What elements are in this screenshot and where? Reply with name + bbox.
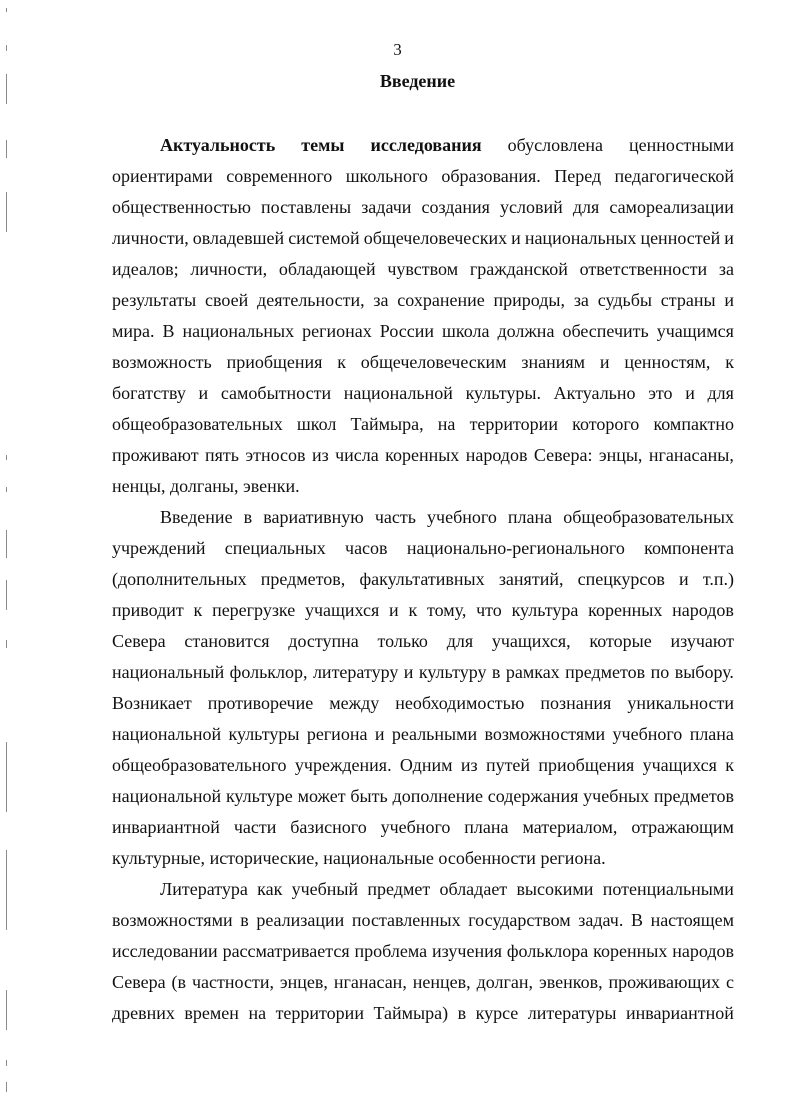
word: ненцев, [412, 972, 471, 992]
text-line [112, 781, 734, 812]
word: вариативную [263, 507, 364, 527]
word: обеспечить [562, 321, 649, 341]
word: и [389, 600, 399, 620]
word: курсе [475, 1003, 519, 1023]
word: изучают [670, 631, 734, 651]
word: нганасаны, [648, 445, 734, 465]
word: общеобразовательного [112, 755, 287, 775]
word: поставленных [351, 910, 461, 930]
word: спецкурсов [577, 569, 665, 589]
text-line [112, 471, 734, 502]
text-line [112, 254, 734, 285]
word: проблема [354, 941, 428, 961]
word: для [446, 631, 474, 651]
word: овладевшей [192, 228, 285, 248]
word: за [718, 259, 734, 279]
word: и [679, 569, 689, 589]
word: мира. [112, 321, 155, 341]
text-line [112, 130, 734, 161]
bold-word: темы [301, 135, 345, 155]
word: эвенки. [243, 476, 300, 496]
word: учреждения. [294, 755, 392, 775]
word: природы, [493, 290, 566, 310]
word: литературу [312, 662, 399, 682]
text-line [112, 502, 734, 533]
word: культуре [225, 786, 293, 806]
word: по [650, 662, 670, 682]
word: Севера [112, 972, 166, 992]
word: ценностными [629, 135, 734, 155]
word: России [379, 321, 435, 341]
word: культуры. [465, 383, 541, 403]
word: и [724, 290, 734, 310]
word: частности, [192, 972, 274, 992]
word: задач. [578, 910, 624, 930]
word: древних [112, 1003, 175, 1023]
word: учащихся [304, 600, 380, 620]
word: фольклор, [229, 662, 308, 682]
word: культурные, [112, 848, 210, 868]
word: и [198, 383, 209, 403]
word: предметов, [260, 569, 346, 589]
word: педагогической [614, 166, 734, 186]
text-line [112, 409, 734, 440]
word: проживающих [608, 972, 720, 992]
text-line [112, 688, 734, 719]
word: учреждений [112, 538, 206, 558]
text-line [112, 719, 734, 750]
body-text [112, 130, 734, 1029]
word: народов [672, 941, 734, 961]
word: к [725, 755, 734, 775]
word: ориентирами [112, 166, 213, 186]
word: региона [306, 724, 368, 744]
word: учащимся [656, 321, 734, 341]
word: плана [689, 724, 734, 744]
word: культура [511, 600, 579, 620]
word: особенности [438, 848, 541, 868]
text-line [112, 533, 734, 564]
scan-edge-marks [3, 0, 17, 1096]
word: и [403, 662, 414, 682]
word: путей [485, 755, 531, 775]
word: учащихся [642, 755, 717, 775]
word: ненцы, [112, 476, 170, 496]
word: (дополнительных [112, 569, 247, 589]
word: народов [465, 445, 528, 465]
word: национальный [112, 662, 225, 682]
word: исследовании [112, 941, 218, 961]
word: проживают [112, 445, 199, 465]
word: и [685, 383, 695, 403]
word: поставлены [261, 197, 352, 217]
word: (в [171, 972, 187, 992]
word: Возникает [112, 693, 192, 713]
word: факультативных [359, 569, 485, 589]
word: учебных [583, 786, 650, 806]
word: общечеловеческих [363, 228, 508, 248]
word: ответственности [579, 259, 708, 279]
word: часть [374, 507, 416, 527]
word: Таймыра) [373, 1003, 449, 1023]
word: возможностями [112, 910, 233, 930]
word: может [297, 786, 346, 806]
word: национальные [323, 848, 439, 868]
word: возможность [112, 352, 212, 372]
word: самореализации [609, 197, 734, 217]
word: приобщения [226, 352, 323, 372]
word: региона. [540, 848, 606, 868]
word: за [373, 290, 389, 310]
bold-word: Актуальность [160, 135, 276, 155]
word: предмет [367, 879, 431, 899]
word: и [374, 724, 385, 744]
word: и [724, 228, 734, 248]
word: школ [296, 414, 337, 434]
word: гражданской [469, 259, 568, 279]
word: сохранение [397, 290, 485, 310]
text-line [112, 347, 734, 378]
word: уникальности [627, 693, 734, 713]
word: Литература [160, 879, 248, 899]
word: настоящем [650, 910, 734, 930]
word: перегрузке [212, 600, 296, 620]
word: национальных [182, 321, 295, 341]
word: для [707, 383, 734, 403]
text-line [112, 161, 734, 192]
word: результаты [112, 290, 197, 310]
word: долганы, [169, 476, 243, 496]
word: своей [205, 290, 249, 310]
word: национальной [112, 786, 222, 806]
word: энцев, [279, 972, 328, 992]
word: возможностями [484, 724, 606, 744]
word: Таймыра, [350, 414, 424, 434]
word: ценностей [640, 228, 721, 248]
word: пять [204, 445, 239, 465]
word: познания [540, 693, 612, 713]
word: содержания [487, 786, 579, 806]
word: тому, [426, 600, 467, 620]
word: в [240, 910, 249, 930]
word: территории [469, 414, 558, 434]
word: народов [672, 600, 734, 620]
word: противоречие [207, 693, 314, 713]
word: т.п.) [702, 569, 734, 589]
word: в [243, 507, 253, 527]
word: знаниям [521, 352, 586, 372]
word: личности, [112, 228, 189, 248]
word: специальных [224, 538, 326, 558]
section-heading: Введение [379, 71, 456, 91]
word: части [233, 817, 277, 837]
word: к [725, 352, 734, 372]
word: задачи [361, 197, 412, 217]
page-number: 3 [393, 40, 402, 59]
word: долган, [476, 972, 534, 992]
word: В [162, 321, 175, 341]
text-line [112, 223, 734, 254]
word: приобщения [538, 755, 635, 775]
word: которого [572, 414, 640, 434]
word: приводит [112, 600, 184, 620]
word: национально-регионального [406, 538, 625, 558]
word: самобытности [220, 383, 332, 403]
word: общественностью [112, 197, 251, 217]
word: выбору. [674, 662, 734, 682]
word: реализации [256, 910, 345, 930]
word: на [437, 414, 456, 434]
word: материалом, [522, 817, 618, 837]
word: страны [660, 290, 716, 310]
word: высокими [516, 879, 594, 899]
text-line [112, 378, 734, 409]
word: национальной [112, 724, 222, 744]
word: судьбы [597, 290, 652, 310]
word: плана [464, 817, 509, 837]
word: только [377, 631, 428, 651]
word: учебного [612, 724, 683, 744]
word: обладает [439, 879, 508, 899]
word: школьного [345, 166, 428, 186]
word: учебного [427, 507, 497, 527]
word: Одним [399, 755, 453, 775]
word: личности, [190, 259, 268, 279]
word: обусловлена [507, 135, 603, 155]
word: общеобразовательных [563, 507, 734, 527]
word: этносов [245, 445, 306, 465]
word: государством [468, 910, 571, 930]
text-line [112, 192, 734, 223]
word: между [329, 693, 380, 713]
word: территории [275, 1003, 364, 1023]
word: рассматривается [222, 941, 350, 961]
word: национальных [524, 228, 637, 248]
word: фольклора [506, 941, 589, 961]
text-line [112, 843, 734, 874]
word: образования. [441, 166, 541, 186]
word: занятий, [498, 569, 564, 589]
word: ценностям, [624, 352, 711, 372]
word: потенциальными [602, 879, 734, 899]
word: идеалов; [112, 259, 179, 279]
word: нганасан, [333, 972, 407, 992]
word: современного [226, 166, 333, 186]
text-line [112, 750, 734, 781]
word: учащихся, [491, 631, 571, 651]
text-line [112, 316, 734, 347]
word: к [193, 600, 203, 620]
text-line [112, 564, 734, 595]
word: из [460, 755, 478, 775]
word: изучения [432, 941, 502, 961]
word: Перед [554, 166, 602, 186]
text-line [112, 626, 734, 657]
word: инвариантной [112, 817, 220, 837]
word: предметов [653, 786, 734, 806]
word: национальной [343, 383, 453, 403]
word: коренных [593, 941, 668, 961]
word: и [511, 228, 521, 248]
word: становится [184, 631, 270, 651]
paragraph [112, 874, 734, 1029]
word: исторические, [209, 848, 324, 868]
word: которые [589, 631, 652, 651]
word: отражающим [631, 817, 734, 837]
text-line [112, 440, 734, 471]
word: к [408, 600, 418, 620]
word: и [599, 352, 610, 372]
word: базисного [290, 817, 367, 837]
word: литературы [527, 1003, 617, 1023]
text-line [112, 285, 734, 316]
word: условий [500, 197, 563, 217]
word: энцы, [598, 445, 643, 465]
text-line [112, 812, 734, 843]
word: школа [442, 321, 490, 341]
word: за [573, 290, 589, 310]
word: необходимостью [395, 693, 525, 713]
word: из [311, 445, 329, 465]
word: часов [345, 538, 388, 558]
word: рамках [505, 662, 560, 682]
word: общеобразовательных [112, 414, 283, 434]
word: системой [288, 228, 360, 248]
word: это [648, 383, 673, 403]
word: предметов [565, 662, 646, 682]
word: как [257, 879, 283, 899]
word: на [248, 1003, 267, 1023]
paragraph [112, 502, 734, 874]
word: общечеловеческим [360, 352, 507, 372]
paragraph [112, 130, 734, 502]
word: деятельности, [257, 290, 365, 310]
text-line [112, 874, 734, 905]
word: реальными [391, 724, 478, 744]
word: культуру [418, 662, 487, 682]
word: инвариантной [626, 1003, 734, 1023]
word: времен [184, 1003, 239, 1023]
word: доступна [288, 631, 359, 651]
word: плана [507, 507, 553, 527]
word: Введение [160, 507, 233, 527]
text-line [112, 905, 734, 936]
word: богатству [112, 383, 186, 403]
word: Севера [112, 631, 166, 651]
word: в [491, 662, 501, 682]
word: чувством [387, 259, 459, 279]
word: культуры [228, 724, 300, 744]
word: создания [421, 197, 490, 217]
word: учебный [291, 879, 359, 899]
text-line [112, 595, 734, 626]
word: что [476, 600, 502, 620]
word: компактно [653, 414, 734, 434]
word: быть [350, 786, 388, 806]
word: Актуально [553, 383, 636, 403]
word: в [457, 1003, 467, 1023]
word: регионах [302, 321, 372, 341]
text-line [112, 998, 734, 1029]
word: эвенков, [539, 972, 603, 992]
word: с [725, 972, 734, 992]
word: числа [335, 445, 379, 465]
word: коренных [385, 445, 460, 465]
word: В [630, 910, 643, 930]
word: компонента [644, 538, 734, 558]
word: Севера: [533, 445, 593, 465]
bold-word: исследования [370, 135, 482, 155]
word: должна [497, 321, 555, 341]
word: коренных [588, 600, 663, 620]
word: учебного [380, 817, 451, 837]
word: дополнение [392, 786, 483, 806]
text-line [112, 936, 734, 967]
text-line [112, 967, 734, 998]
text-line [112, 657, 734, 688]
word: для [572, 197, 600, 217]
word: к [337, 352, 346, 372]
word: обладающей [278, 259, 376, 279]
